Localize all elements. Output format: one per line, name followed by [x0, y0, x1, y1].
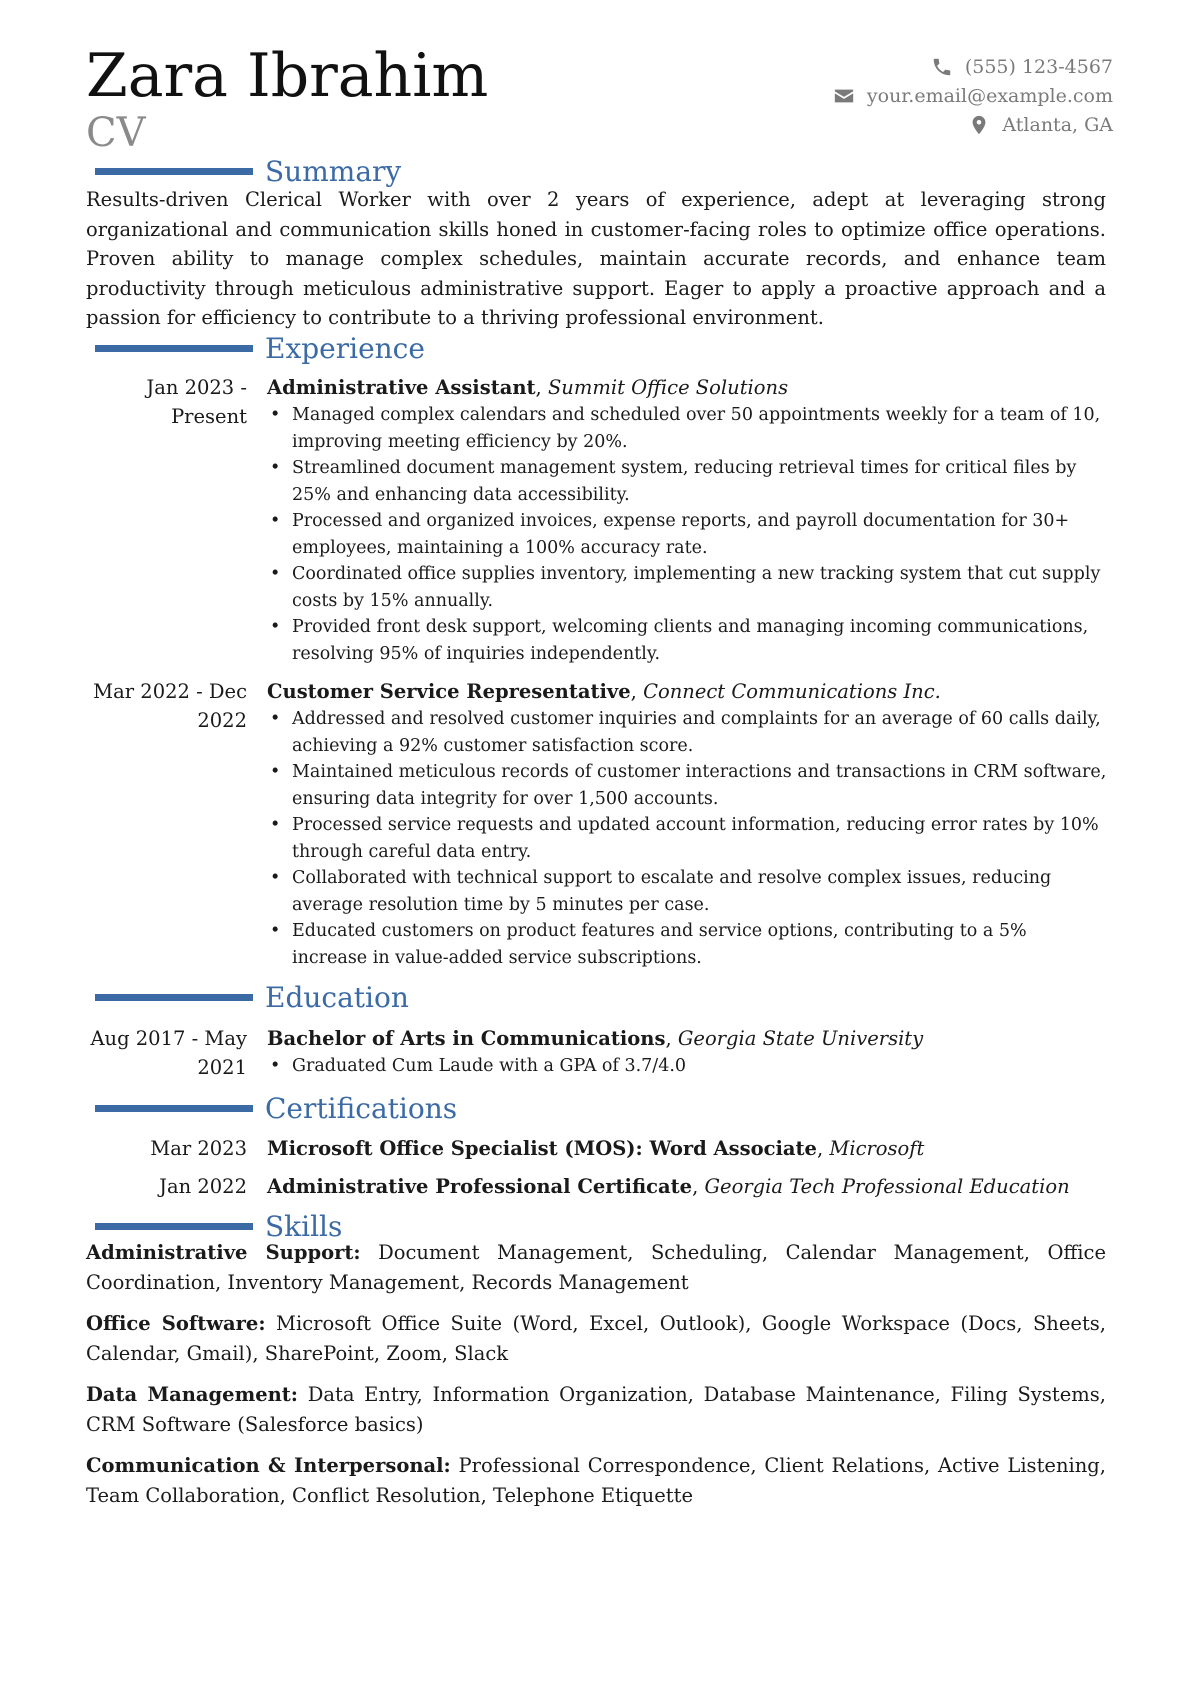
certification-title: Administrative Professional Certificate [267, 1175, 693, 1198]
section-title: Summary [265, 154, 402, 188]
list-item: • Processed service requests and updated account information, reducing error rates by 10% through careful data entry. [267, 812, 1107, 865]
entry-title: Bachelor of Arts in Communications, Georgia State University [267, 1027, 924, 1050]
list-item: • Graduated Cum Laude with a GPA of 3.7/4.0 [267, 1053, 1107, 1080]
email-address[interactable]: your.email@example.com [866, 84, 1113, 107]
skill-group [86, 1451, 1106, 1510]
section-divider-bar [95, 1105, 253, 1112]
phone-number[interactable]: (555) 123-4567 [964, 55, 1113, 78]
contact-block [833, 52, 1113, 139]
contact-phone [833, 52, 1113, 81]
bullet-list [267, 706, 1107, 971]
contact-email [833, 81, 1113, 110]
section-title: Skills [265, 1209, 343, 1243]
section-divider-bar [95, 168, 253, 175]
section-title: Education [265, 980, 409, 1014]
skill-label: Communication & Interpersonal: [86, 1454, 451, 1477]
entry-date: Jan 2022 [159, 1175, 247, 1198]
certification-entry [0, 1172, 1190, 1202]
contact-location [833, 110, 1113, 139]
issuer: Microsoft [829, 1137, 925, 1160]
section-summary-heading [95, 154, 401, 188]
section-divider-bar [95, 345, 253, 352]
list-item: • Addressed and resolved customer inquiries and complaints for an average of 60 calls daily, achieving a 92% customer satisfaction score. [267, 706, 1107, 759]
institution: Georgia State University [677, 1027, 924, 1050]
entry-date: Aug 2017 - May 2021 [90, 1027, 247, 1079]
map-pin-icon [968, 114, 990, 136]
list-item: • Collaborated with technical support to escalate and resolve complex issues, reducing average resolution time by 5 minutes per case. [267, 865, 1107, 918]
list-item: • Processed and organized invoices, expense reports, and payroll documentation for 30+ employees, maintaining a 100% accuracy rate. [267, 508, 1107, 561]
list-item: • Streamlined document management system, reducing retrieval times for critical files by 25% and enhancing data accessibility. [267, 455, 1107, 508]
entry-content [267, 1024, 1107, 1080]
section-education-heading [95, 980, 409, 1014]
location-text: Atlanta, GA [1002, 113, 1113, 136]
envelope-icon [833, 85, 855, 107]
list-item: • Maintained meticulous records of customer interactions and transactions in CRM software, ensuring data integrity for over 1,500 accounts. [267, 759, 1107, 812]
entry-title: Administrative Assistant, Summit Office Solutions [267, 376, 789, 399]
entry-date: Mar 2022 - Dec 2022 [93, 680, 247, 732]
skill-label: Office Software: [86, 1312, 266, 1335]
job-title: Administrative Assistant [267, 376, 536, 399]
entry-content [267, 677, 1107, 971]
skill-items: Professional Correspondence, Client Relations, Active Listening, Team Collaboration, Conflict Resolution, Telephone Etiquette [86, 1454, 1106, 1507]
document-subtitle: CV [86, 110, 146, 156]
entry-content [267, 373, 1107, 667]
section-divider-bar [95, 994, 253, 1001]
certification-entry [0, 1134, 1190, 1164]
entry-content [267, 1134, 1107, 1163]
section-title: Experience [265, 331, 425, 365]
entry-title: Customer Service Representative, Connect Communications Inc. [267, 680, 941, 703]
section-title: Certifications [265, 1091, 458, 1125]
bullet-list [267, 402, 1107, 667]
list-item: • Provided front desk support, welcoming clients and managing incoming communications, resolving 95% of inquiries independently. [267, 614, 1107, 667]
skill-items: Document Management, Scheduling, Calendar Management, Office Coordination, Inventory Management, Records Management [86, 1241, 1106, 1294]
phone-icon [931, 56, 953, 78]
section-certifications-heading [95, 1091, 457, 1125]
certification-title: Microsoft Office Specialist (MOS): Word Associate [267, 1137, 817, 1160]
skill-label: Data Management: [86, 1383, 298, 1406]
entry-title: Administrative Professional Certificate, Georgia Tech Professional Education [267, 1175, 1070, 1198]
list-item: • Educated customers on product features and service options, contributing to a 5% increase in value-added service subscriptions. [267, 918, 1107, 971]
entry-date: Jan 2023 - Present [146, 376, 247, 428]
skill-items: Microsoft Office Suite (Word, Excel, Outlook), Google Workspace (Docs, Sheets, Calendar, Gmail), SharePoint, Zoom, Slack [86, 1312, 1106, 1365]
entry-date: Mar 2023 [150, 1137, 247, 1160]
summary-text: Results-driven Clerical Worker with over 2 years of experience, adept at leveraging strong organizational and communication skills honed in customer-facing roles to optimize office operations. Proven ability to manage complex schedules, maintain accurate records, and enhance team productivity through meticulous administrative support. Eager to apply a proactive approach and a passion for efficiency to contribute to a thriving professional environment. [86, 188, 1106, 329]
job-title: Customer Service Representative [267, 680, 631, 703]
bullet-list [267, 1053, 1107, 1080]
issuer: Georgia Tech Professional Education [704, 1175, 1070, 1198]
entry-title: Microsoft Office Specialist (MOS): Word Associate, Microsoft [267, 1137, 925, 1160]
skill-group [86, 1238, 1106, 1297]
skill-label: Administrative Support: [86, 1241, 361, 1264]
skill-group [86, 1380, 1106, 1439]
skill-group [86, 1309, 1106, 1368]
list-item: • Coordinated office supplies inventory, implementing a new tracking system that cut supply costs by 15% annually. [267, 561, 1107, 614]
entry-content [267, 1172, 1107, 1201]
skills-list [86, 1238, 1106, 1522]
candidate-name: Zara Ibrahim [86, 41, 489, 111]
employer: Summit Office Solutions [547, 376, 789, 399]
degree-title: Bachelor of Arts in Communications [267, 1027, 666, 1050]
employer: Connect Communications Inc. [643, 680, 941, 703]
skill-items: Data Entry, Information Organization, Database Maintenance, Filing Systems, CRM Software (Salesforce basics) [86, 1383, 1106, 1436]
section-experience-heading [95, 331, 425, 365]
section-divider-bar [95, 1223, 253, 1230]
list-item: • Managed complex calendars and scheduled over 50 appointments weekly for a team of 10, improving meeting efficiency by 20%. [267, 402, 1107, 455]
